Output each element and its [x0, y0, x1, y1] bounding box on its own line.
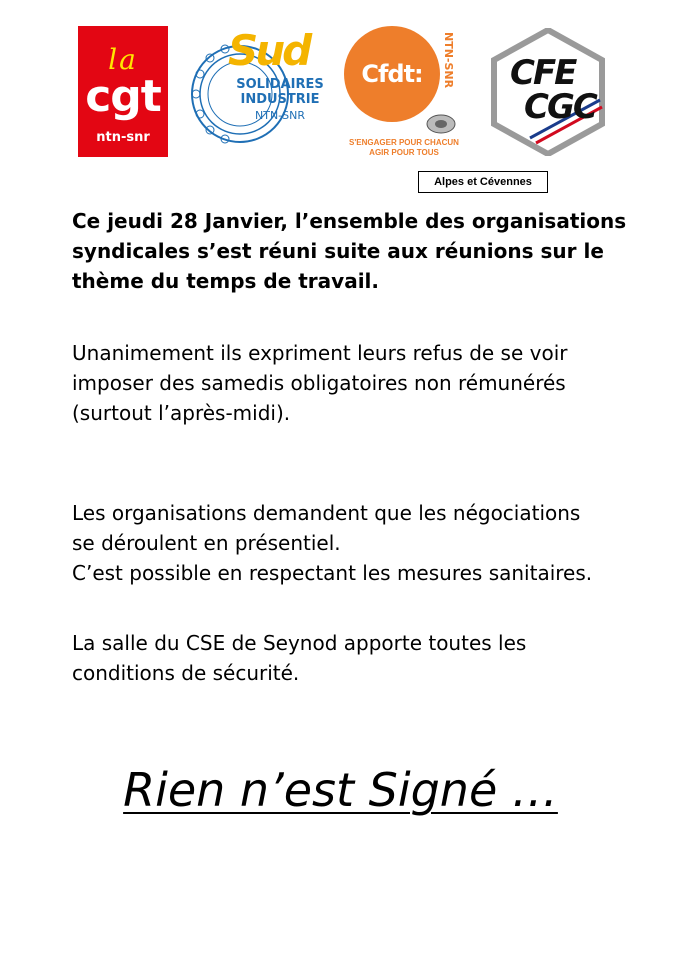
- room-paragraph: [72, 628, 662, 688]
- cfe-logo-line1: CFE: [510, 53, 576, 93]
- demand-paragraph: [72, 498, 662, 588]
- closing-statement: [0, 760, 681, 820]
- cgt-logo-script: la: [108, 43, 138, 76]
- cfdt-logo: [340, 26, 468, 162]
- refusal-line-3: (surtout l’après-midi).: [72, 401, 291, 425]
- sud-logo-line3: NTN-SNR: [255, 109, 305, 122]
- closing-text: Rien n’est Signé …: [123, 763, 558, 817]
- cfdt-tagline-2: AGIR POUR TOUS: [369, 148, 439, 157]
- sud-logo-line1: SOLIDAIRES: [236, 77, 324, 92]
- room-line-2: conditions de sécurité.: [72, 661, 300, 685]
- demand-line-2: se déroulent en présentiel.: [72, 531, 341, 555]
- cgt-logo: [78, 26, 168, 157]
- refusal-line-1: Unanimement ils expriment leurs refus de se voir: [72, 341, 568, 365]
- region-label: Alpes et Cévennes: [418, 171, 548, 193]
- demand-line-3: C’est possible en respectant les mesures sanitaires.: [72, 561, 593, 585]
- cfdt-tagline-1: S'ENGAGER POUR CHACUN: [349, 138, 459, 147]
- sud-logo-title: Sud: [228, 26, 310, 75]
- sud-logo-line2: INDUSTRIE: [240, 92, 320, 107]
- intro-line-1: Ce jeudi 28 Janvier, l’ensemble des organisations: [72, 209, 627, 233]
- cgt-logo-main: cgt: [85, 71, 161, 122]
- intro-line-3: thème du temps de travail.: [72, 269, 380, 293]
- cfdt-logo-word: Cfdt:: [361, 60, 423, 88]
- refusal-line-2: imposer des samedis obligatoires non rémunérés: [72, 371, 566, 395]
- cfe-cgc-logo: [490, 28, 606, 156]
- bearing-icon: [426, 114, 456, 134]
- cfdt-logo-vertical: NTN-SNR: [442, 32, 455, 89]
- intro-line-2: syndicales s’est réuni suite aux réunions sur le: [72, 239, 604, 263]
- cgt-logo-sub: ntn-snr: [96, 130, 150, 145]
- refusal-paragraph: [72, 338, 662, 428]
- demand-line-1: Les organisations demandent que les négociations: [72, 501, 581, 525]
- intro-paragraph: [72, 206, 662, 296]
- sud-solidaires-logo: [188, 28, 332, 156]
- room-line-1: La salle du CSE de Seynod apporte toutes les: [72, 631, 527, 655]
- cfe-logo-line2: CGC: [524, 87, 596, 127]
